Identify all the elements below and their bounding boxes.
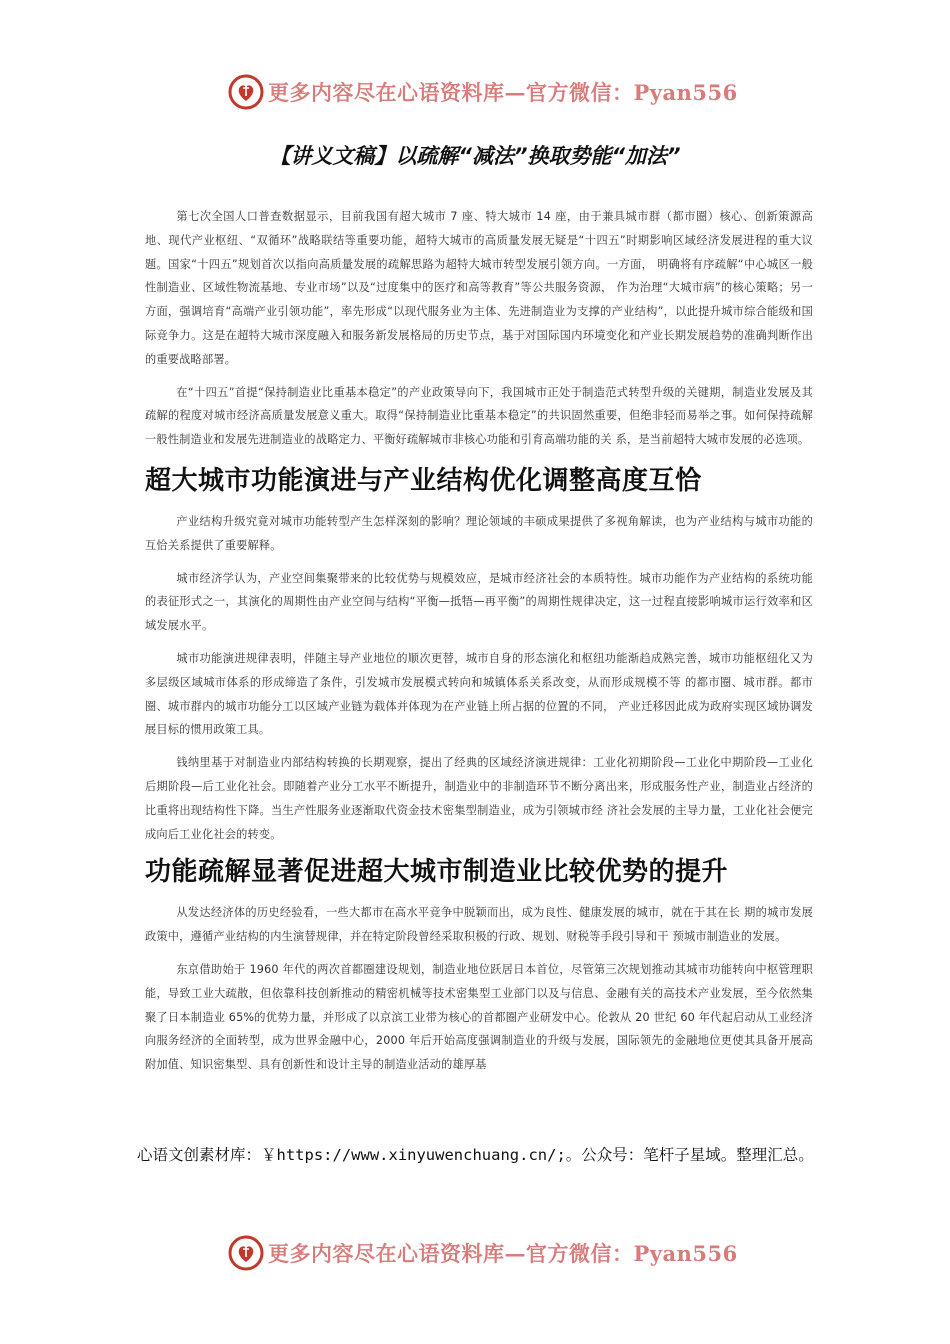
document-title: 【讲义文稿】以疏解“减法”换取势能“加法” (269, 144, 681, 168)
section-heading-2: 功能疏解显著促进超大城市制造业比较优势的提升 (145, 857, 729, 888)
banner-text: 更多内容尽在心语资料库—官方微信：Pyan556 (268, 1241, 738, 1266)
section-1-paragraph-2: 城市经济学认为，产业空间集聚带来的比较优势与规模效应，是城市经济社会的本质特性。城市功能作为产业结构的系统功能的表征形式之一，其演化的周期性由产业空间与结构“平衡—抵牾—再平衡”的周期性规律决定，这一过程直接影响城市运行效率和区域发展水平。 (145, 571, 813, 633)
section-2-paragraph-2: 东京借助始于 1960 年代的两次首都圈建设规划，制造业地位跃居日本首位，尽管第三次规划推动其城市功能转向中枢管理职能，导致工业大疏散，但依靠科技创新推动的精密机械等技术密集型工业部门以及与信息、金融有关的高技术产业发展，至今依然集聚了日本制造业 65%的优势力量，并形成了以京滨工业带为核心的首都圈产业研发中心。伦敦从 20 世纪 60 年代起启动从工业经济向服务经济的全面转型，成为世界金融中心，2000 年后开始高度强调制造业的升级与发展，国际领先的金融地位更使其具备开展高附加值、知识密集型、具有创新性和设计主导的制造业活动的雄厚基 (145, 962, 813, 1072)
heart-seal-logo-icon (228, 1235, 264, 1271)
banner-text: 更多内容尽在心语资料库—官方微信：Pyan556 (268, 80, 738, 105)
footer-source-note: 心语文创素材库：￥https://www.xinyuwenchuang.cn/;。公众号：笔杆子星域。整理汇总。 (137, 1146, 814, 1164)
section-heading-1: 超大城市功能演进与产业结构优化调整高度互恰 (145, 465, 702, 496)
heart-seal-logo-icon (228, 74, 264, 110)
header-banner (228, 72, 738, 112)
section-1-paragraph-1: 产业结构升级究竟对城市功能转型产生怎样深刻的影响？理论领域的丰硕成果提供了多视角解读，也为产业结构与城市功能的互恰关系提供了重要解释。 (145, 514, 813, 552)
footer-banner (228, 1233, 738, 1273)
intro-paragraph-2: 在“十四五”首提“保持制造业比重基本稳定”的产业政策导向下，我国城市正处于制造范式转型升级的关键期，制造业发展及其疏解的程度对城市经济高质量发展意义重大。取得“保持制造业比重基本稳定”的共识固然重要，但绝非轻而易举之事。如何保持疏解一般性制造业和发展先进制造业的战略定力、平衡好疏解城市非核心功能和引育高端功能的关 系，是当前超特大城市发展的必选项。 (145, 385, 813, 447)
section-2-paragraph-1: 从发达经济体的历史经验看，一些大都市在高水平竞争中脱颖而出，成为良性、健康发展的城市，就在于其在长 期的城市发展政策中，遵循产业结构的内生演替规律，并在特定阶段曾经采取积极的行政、规划、财税等手段引导和干 预城市制造业的发展。 (145, 906, 813, 944)
intro-paragraph-1: 第七次全国人口普查数据显示，目前我国有超大城市 7 座、特大城市 14 座，由于兼具城市群（都市圈）核心、创新策源高地、现代产业枢纽、“双循环”战略联结等重要功能，超特大城市的高质量发展无疑是“十四五”时期影响区域经济发展进程的重大议题。国家“十四五”规划首次以指向高质量发展的疏解思路为超特大城市转型发展引领方向。一方面， 明确将有序疏解“中心城区一般性制造业、区域性物流基地、专业市场”以及“过度集中的医疗和高等教育”等公共服务资源， 作为治理“大城市病”的核心策略；另一方面，强调培育“高端产业引领功能”，率先形成“以现代服务业为主体、先进制造业为支撑的产业结构”，以此提升城市综合能级和国际竞争力。这是在超特大城市深度融入和服务新发展格局的历史节点，基于对国际国内环境变化和产业长期发展趋势的准确判断作出的重要战略部署。 (145, 210, 813, 366)
section-1-paragraph-4: 钱纳里基于对制造业内部结构转换的长期观察，提出了经典的区域经济演进规律：工业化初期阶段—工业化中期阶段—工业化后期阶段—后工业化社会。即随着产业分工水平不断提升，制造业中的非制造环节不断分离出来，形成服务性产业，制造业占经济的比重将出现结构性下降。当生产性服务业逐渐取代资金技术密集型制造业，成为引领城市经 济社会发展的主导力量，工业化社会便完成向后工业化社会的转变。 (145, 756, 813, 841)
section-1-paragraph-3: 城市功能演进规律表明，伴随主导产业地位的顺次更替，城市自身的形态演化和枢纽功能渐趋成熟完善，城市功能枢纽化又为多层级区域城市体系的形成缔造了条件，引发城市发展模式转向和城镇体系关系改变，从而形成规模不等 的都市圈、城市群。都市圈、城市群内的城市功能分工以区域产业链为载体并体现为在产业链上所占据的位置的不同， 产业迁移因此成为政府实现区域协调发展目标的惯用政策工具。 (145, 651, 813, 737)
document-body (145, 205, 813, 1086)
